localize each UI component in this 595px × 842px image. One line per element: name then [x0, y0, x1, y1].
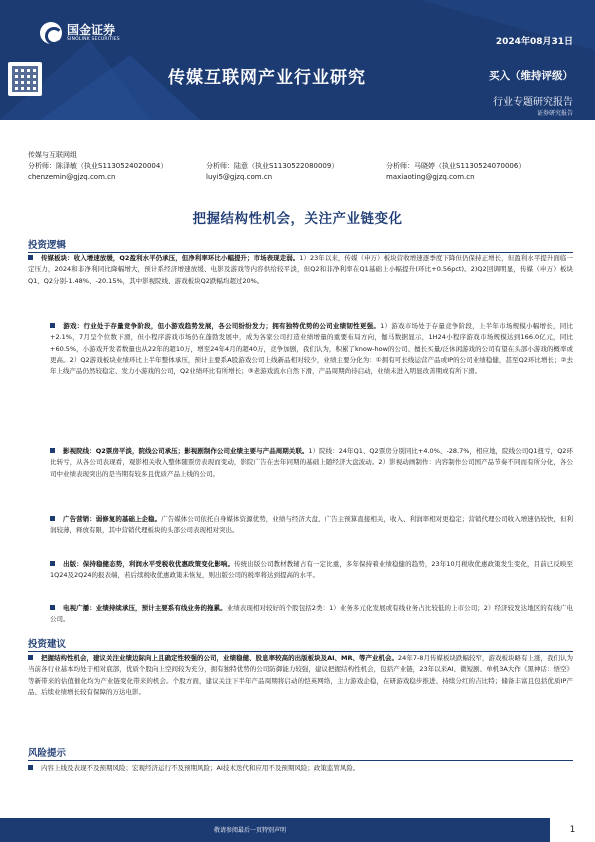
disclaimer-link[interactable]: 敬请参阅最后一页特别声明: [213, 827, 286, 834]
report-title: 传媒互联网产业行业研究: [168, 68, 366, 88]
paragraph-broadcast: [50, 603, 573, 626]
report-type: 行业专题研究报告: [493, 97, 573, 108]
section-heading-logic: 投资逻辑: [28, 237, 573, 253]
paragraph-lead: 电视广播：业绩持续承压，预计主要系有线业务的拖累。: [63, 604, 227, 612]
bullet-icon: [50, 516, 55, 521]
brand-logo: [40, 22, 120, 44]
page-footer: [0, 818, 595, 842]
bullet-icon: [50, 605, 55, 610]
document-title: 把握结构性机会，关注产业链变化: [192, 211, 403, 227]
paragraph-body: 内容上线及表现不及预期风险；宏观经济运行不及预期风险；AI技术迭代和应用不及预期风险；政策监管风险。: [41, 764, 360, 772]
analyst-email[interactable]: maxiaoting@gjzq.com.cn: [386, 172, 475, 181]
page-number: 1: [550, 818, 595, 842]
report-header: [0, 0, 595, 120]
paragraph-body: 1）院线：24年Q1、Q2票房分别同比+4.0%、-28.7%，相应地，院线公司Q1扭亏，Q2环比转亏，从各公司表现看，观影相关收入整体随票房表现而变动，影院广告在去年同期的基础上随经济大盘波动。2）影视动画制作：内容制作公司国产品节奏不同而有所分化，各公司中业绩表现突出的是当期有较多且优质产品上线的公司。: [50, 447, 573, 478]
paragraph-body: 1）23年以来，传媒（申万）板块营收增速逐季度下降但仍保持正增长，但盈利水平提升面临一定压力，2024和非净利同比降幅增大，预计系经济增速放缓、电影及游戏等内容供给较平淡，但Q2和非净利率在Q1基础上小幅提升(环比+0.56pct)。2)Q2回调明显，传媒（申万）板块Q1、Q2分别-1.48%、-20.15%，其中影视院线、游戏板块Q2跌幅均超过20%。: [28, 254, 573, 285]
analyst-entry: [206, 161, 338, 182]
paragraph-lead: 游戏：行业处于存量竞争阶段，但小游戏趋势发展，各公司纷纷发力；拥有独特优势的公司业绩韧性更强。: [63, 322, 381, 330]
analyst-entry: [386, 161, 525, 182]
paragraph-lead: 把握结构性机会，建议关注业绩边际向上且确定性较强的公司，业绩稳健、股息率较高的出版板块及AI、MR、等产业机会。: [41, 654, 399, 662]
bullet-icon: [28, 765, 33, 770]
paragraph-risk: [28, 763, 573, 774]
paragraph-advice: [28, 653, 573, 698]
analyst-info: 分析师：马晓婷（执业S1130524070006）: [386, 162, 526, 170]
brand-name-cn: 国金证券: [67, 22, 116, 37]
paragraph-body: 1）游戏市场处于存量竞争阶段，上半年市场规模小幅增长，同比+2.1%，7月呈个位数下滑，但小程序游戏市场仍在蓬勃发展中，成为各家公司打造业绩增量的重要布局方向，伽马数据显示，1H24小程序游戏市场规模达到166.0亿元，同比+60.5%，小游戏开发者数量也从22年的超10万，增至24年4月的超40万，竞争加剧，我们认为，积累了know-how的公司、擅长买量/泛休闲游戏的公司有望在头部小游戏的概率或更高。2）Q2游戏板块业绩环比上半年整体承压，预计主要系A股游戏公司上线新品相对较少，业绩主要分化为：①拥有可长线运营产品或IP的公司业绩稳健，甚至Q2环比增长；②去年上线产品仍然较稳定、发力小游戏的公司，Q2业绩环比有所增长；③老游戏流水自然下滑，产品周期尚待启动，业绩未进入明显改善期或有所下滑。: [50, 322, 574, 376]
bullet-icon: [28, 255, 33, 260]
bullet-icon: [50, 323, 55, 328]
bullet-icon: [50, 561, 55, 566]
paragraph-lead: 出版：保持稳健态势，利润水平受税收优惠政策变化影响。: [63, 560, 235, 568]
report-date: 2024年08月31日: [495, 37, 573, 47]
paragraph-media: [28, 253, 573, 287]
report-subtype: 证券研究报告: [536, 110, 573, 117]
bullet-icon: [28, 655, 33, 660]
rating-label: 买入（维持评级）: [489, 70, 573, 82]
bullet-icon: [50, 448, 55, 453]
logo-icon: [40, 22, 62, 44]
research-group: 传媒与互联网组: [28, 151, 77, 159]
paragraph-film: [50, 446, 573, 480]
paragraph-body: 业绩表现相对较好的个股包括2类：1）业务多元化发展或有线业务占比较低的上市公司；2）经济较发达地区的有线广电公司。: [50, 604, 573, 624]
section-heading-risk: 风险提示: [28, 745, 573, 761]
brand-name-en: SINOLINK SECURITIES: [67, 36, 120, 42]
analyst-email[interactable]: chenzemin@gjzq.com.cn: [28, 172, 116, 181]
paragraph-body: 24年7-8月传媒板块跌幅较窄，游戏板块略有上涨，我们认为当前各行业基本均处于相对底部，优质个股向上空间较为充分，拥有独特优势的公司防御能力较强，建议把握结构性机会，包括产业链，23年以来AI、微短剧、单机3A大作《黑神话：悟空》等新带来的估值催化均为产业链变化带来的机会。个股方面，建议关注下半年产品周期将启动的恺英网络，主力游戏企稳，在研游戏稳步推进、持续分红的吉比特；储备丰富且包括优质IP产品、后续业绩增长较有保障的万达电影。: [28, 654, 573, 696]
section-heading-advice: 投资建议: [28, 636, 573, 652]
paragraph-lead: 广告营销：弱修复的基础上企稳。: [63, 515, 162, 523]
analyst-entry: [28, 161, 167, 182]
qr-code-icon: [8, 62, 42, 96]
analyst-info: 分析师：陈泽敏（执业S1130524020004）: [28, 162, 168, 170]
analyst-email[interactable]: luyi5@gjzq.com.cn: [206, 172, 273, 181]
paragraph-publishing: [50, 559, 573, 582]
paragraph-advertising: [50, 514, 573, 537]
analyst-info: 分析师：陆意（执业S1130522080009）: [206, 162, 339, 170]
paragraph-lead: 影视院线：Q2票房平淡，院线公司承压；影视剧制作公司业绩主要与产品周期关联。: [63, 447, 309, 455]
paragraph-games: [50, 321, 573, 377]
paragraph-lead: 传媒板块：收入增速放缓，Q2盈利水平仍承压，但净利率环比小幅提升；市场表现走弱。: [41, 254, 300, 262]
paragraph-body: 广告媒体公司依托自身媒体资源优势，业绩与经济大盘、广告主预算直接相关，收入、利润率相对更稳定；营销代理公司收入增速仍较快，但利润较薄，释放有限，其中营销代理板块的头部公司表现相对突出。: [50, 515, 574, 535]
paragraph-body: 传统出版公司教材教辅占有一定比重，多年保持着业绩稳健的趋势，23年10月税收优惠政策发生变化，目前已反映至1Q24及2Q24的报表端，若后续税收优惠政策未恢复，则出版公司的税率将达到提高的水平。: [50, 560, 574, 580]
